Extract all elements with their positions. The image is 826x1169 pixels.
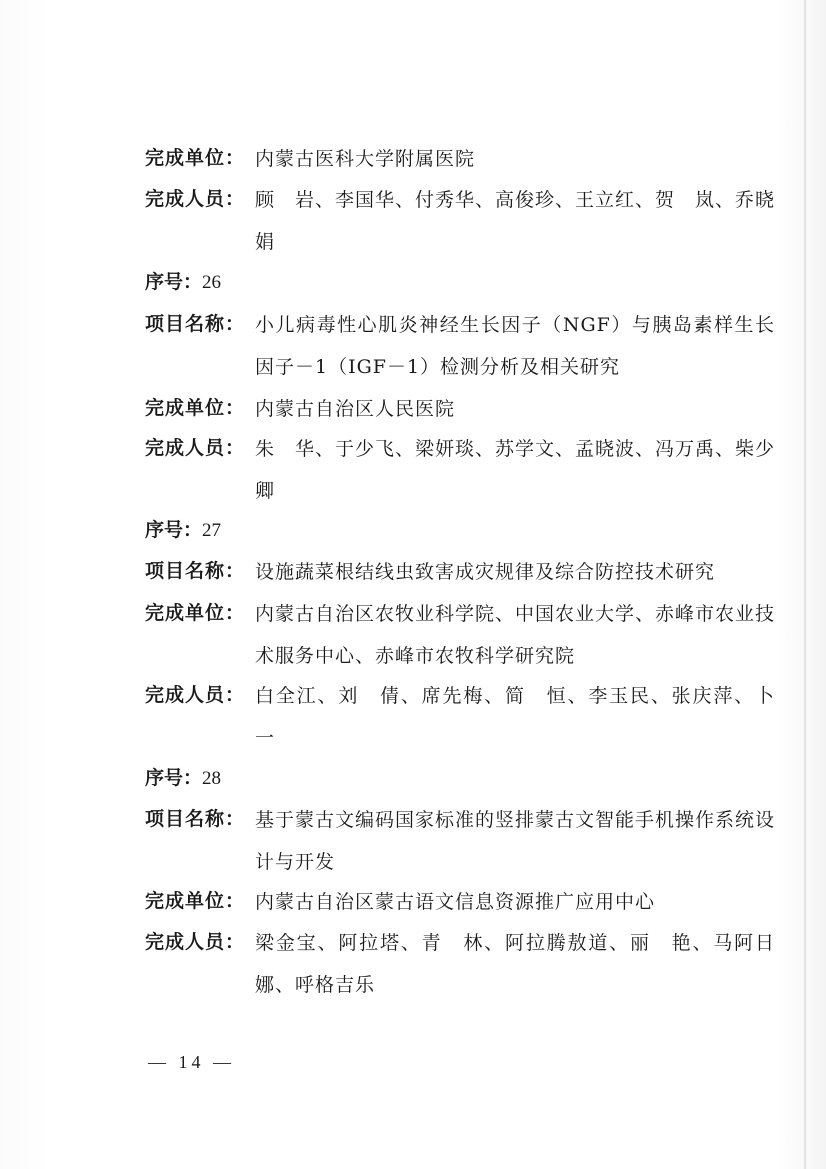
sequence-label: 序号：: [145, 271, 203, 293]
item28-people-row: [145, 922, 775, 1006]
people-value: 朱 华、于少飞、梁妍琰、苏学文、孟晓波、冯万禹、柴少卿: [255, 438, 776, 502]
sequence-number-27: [145, 510, 221, 551]
field-label: 项目名称：: [145, 808, 246, 830]
page-number: — 14 —: [148, 1052, 235, 1072]
item27-people-row: [145, 675, 796, 759]
project-name-value: 小儿病毒性心肌炎神经生长因子（NGF）与胰岛素样生长因子－1（IGF－1）检测分析及相关研究: [255, 314, 775, 378]
project-name-value: 设施蔬菜根结线虫致害成灾规律及综合防控技术研究: [255, 561, 716, 583]
unit-value: 内蒙古自治区蒙古语文信息资源推广应用中心: [255, 891, 656, 913]
field-label: 完成单位：: [145, 890, 246, 912]
field-label: 完成人员：: [145, 931, 246, 953]
sequence-label: 序号：: [145, 767, 203, 789]
item27-unit-row: [145, 593, 775, 677]
field-label: 完成人员：: [145, 188, 246, 210]
people-value: 梁金宝、阿拉塔、青 林、阿拉腾敖道、丽 艳、马阿日娜、呼格吉乐: [255, 932, 775, 996]
sequence-value: 27: [202, 520, 222, 541]
item26-name-row: [145, 304, 775, 388]
field-label: 完成人员：: [145, 437, 246, 459]
item25-people-row: [145, 179, 775, 263]
item25-unit-row: [145, 138, 775, 180]
project-name-value: 基于蒙古文编码国家标准的竖排蒙古文智能手机操作系统设计与开发: [255, 809, 776, 873]
field-label: 完成人员：: [145, 684, 246, 706]
item28-unit-row: [145, 881, 775, 923]
unit-value: 内蒙古医科大学附属医院: [255, 148, 476, 170]
item27-name-row: [145, 551, 775, 593]
sequence-label: 序号：: [145, 519, 203, 541]
item28-name-row: [145, 799, 775, 883]
item26-people-row: [145, 428, 775, 512]
field-label: 完成单位：: [145, 602, 246, 624]
field-label: 项目名称：: [145, 560, 246, 582]
unit-value: 内蒙古自治区人民医院: [255, 398, 456, 420]
sequence-value: 28: [202, 768, 222, 789]
page-edge-shadow: [804, 0, 806, 1169]
field-label: 项目名称：: [145, 313, 246, 335]
unit-value: 内蒙古自治区农牧业科学院、中国农业大学、赤峰市农业技术服务中心、赤峰市农牧科学研究院: [255, 603, 776, 667]
field-label: 完成单位：: [145, 147, 246, 169]
sequence-number-28: [145, 758, 221, 799]
field-label: 完成单位：: [145, 397, 246, 419]
people-value: 顾 岩、李国华、付秀华、高俊珍、王立红、贺 岚、乔晓娟: [255, 189, 776, 253]
sequence-number-26: [145, 262, 221, 303]
item26-unit-row: [145, 388, 775, 430]
sequence-value: 26: [202, 272, 222, 293]
people-value: 白全江、刘 倩、席先梅、简 恒、李玉民、张庆萍、卜 一: [255, 685, 796, 749]
